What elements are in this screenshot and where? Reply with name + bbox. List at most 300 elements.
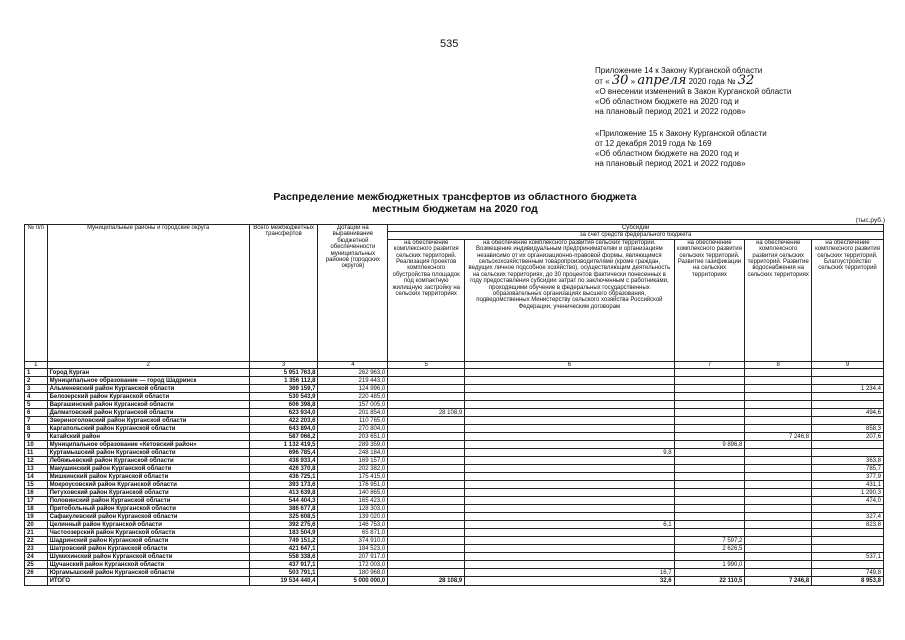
cell-name: Сафакулевский район Курганской области bbox=[47, 513, 249, 521]
cell-c5 bbox=[388, 561, 465, 569]
header-row-1 bbox=[25, 225, 884, 232]
cell-n: 21 bbox=[25, 529, 48, 537]
cell-name: Муниципальное образование — город Шадринск bbox=[47, 377, 249, 385]
cell-c8 bbox=[745, 569, 812, 577]
cell-c8 bbox=[745, 369, 812, 377]
cell-c4: 201 854,0 bbox=[318, 409, 388, 417]
table-row bbox=[25, 561, 884, 569]
cell-c4: 270 804,0 bbox=[318, 425, 388, 433]
cell-n: 22 bbox=[25, 537, 48, 545]
total-c7: 22 110,5 bbox=[674, 577, 745, 586]
cell-c9 bbox=[812, 393, 884, 401]
cell-c5 bbox=[388, 441, 465, 449]
cell-c9: 474,0 bbox=[812, 497, 884, 505]
cell-c8 bbox=[745, 417, 812, 425]
cell-c4: 128 303,0 bbox=[318, 505, 388, 513]
cell-name: Альменевский район Курганской области bbox=[47, 385, 249, 393]
column-number: 1 bbox=[25, 361, 48, 368]
table-row bbox=[25, 449, 884, 457]
cell-c5 bbox=[388, 369, 465, 377]
page-number: 535 bbox=[440, 38, 459, 50]
cell-name: Белозерский район Курганской области bbox=[47, 393, 249, 401]
cell-c4: 219 443,0 bbox=[318, 377, 388, 385]
table-row bbox=[25, 521, 884, 529]
appendix-15-line4: на плановый период 2021 и 2022 годов» bbox=[595, 159, 746, 168]
table-row bbox=[25, 481, 884, 489]
cell-c9: 785,7 bbox=[812, 465, 884, 473]
cell-c6 bbox=[465, 505, 674, 513]
total-c9: 8 953,8 bbox=[812, 577, 884, 586]
cell-c8: 7 246,8 bbox=[745, 433, 812, 441]
cell-c9 bbox=[812, 505, 884, 513]
appendix-14-line4: «Об областном бюджете на 2020 год и bbox=[595, 97, 739, 106]
table-row bbox=[25, 417, 884, 425]
cell-c5 bbox=[388, 393, 465, 401]
cell-c4: 374 910,0 bbox=[318, 537, 388, 545]
table-row bbox=[25, 433, 884, 441]
total-c5: 28 108,9 bbox=[388, 577, 465, 586]
appendix-14-line3: «О внесении изменений в Закон Курганской области bbox=[595, 87, 792, 96]
cell-c8 bbox=[745, 529, 812, 537]
total-label: ИТОГО bbox=[47, 577, 249, 586]
cell-total: 325 608,5 bbox=[249, 513, 318, 521]
cell-c6 bbox=[465, 553, 674, 561]
appendix-14-date-line: от « 30 » апреля 2020 года № 32 bbox=[595, 73, 755, 88]
cell-c5 bbox=[388, 473, 465, 481]
cell-c5 bbox=[388, 521, 465, 529]
cell-total: 413 639,8 bbox=[249, 489, 318, 497]
cell-c6 bbox=[465, 529, 674, 537]
header-col6: на обеспечение комплексного развития сельских территорий. Возмещение индивидуальным предпринимателям и организациям независимо от их организационно-правовой формы, являющимся сельскохозяйственным товаропроизводителями (кроме граждан, ведущих личное подсобное хозяйство), осуществляющим деятельность на сельских территориях, до 30 процентов фактически понесенных в году предоставления субсидии затрат по заключенным с работниками, проходящими обучение в федеральных государственных образовательных организациях высшего образования, подведомственных Министерству сельского хозяйства Российской Федерации, ученическим договорам bbox=[465, 239, 674, 361]
cell-c8 bbox=[745, 553, 812, 561]
cell-n: 16 bbox=[25, 489, 48, 497]
table-row bbox=[25, 537, 884, 545]
cell-total: 1 356 112,8 bbox=[249, 377, 318, 385]
cell-c4: 202 382,0 bbox=[318, 465, 388, 473]
cell-c6 bbox=[465, 457, 674, 465]
cell-c8 bbox=[745, 409, 812, 417]
cell-n: 23 bbox=[25, 545, 48, 553]
cell-n: 5 bbox=[25, 401, 48, 409]
cell-c9 bbox=[812, 545, 884, 553]
cell-name: Мокроусовский район Курганской области bbox=[47, 481, 249, 489]
table-row bbox=[25, 401, 884, 409]
cell-c6 bbox=[465, 513, 674, 521]
total-row bbox=[25, 577, 884, 586]
column-number: 5 bbox=[388, 361, 465, 368]
cell-c8 bbox=[745, 561, 812, 569]
cell-n: 19 bbox=[25, 513, 48, 521]
title-line2: местным бюджетам на 2020 год bbox=[372, 203, 538, 215]
cell-name: Целинный район Курганской области bbox=[47, 521, 249, 529]
cell-c6 bbox=[465, 377, 674, 385]
appendix-15-line2: от 12 декабря 2019 года № 169 bbox=[595, 139, 712, 148]
cell-c9 bbox=[812, 417, 884, 425]
cell-c6 bbox=[465, 393, 674, 401]
cell-total: 421 647,1 bbox=[249, 545, 318, 553]
table-row bbox=[25, 377, 884, 385]
cell-total: 422 203,6 bbox=[249, 417, 318, 425]
cell-c7 bbox=[674, 449, 745, 457]
column-number: 3 bbox=[249, 361, 318, 368]
cell-c4: 207 917,0 bbox=[318, 553, 388, 561]
cell-c7 bbox=[674, 385, 745, 393]
header-col9: на обеспечение комплексного развития сельских территорий. Благоустройство сельских территорий bbox=[812, 239, 884, 361]
cell-c6 bbox=[465, 481, 674, 489]
cell-c6 bbox=[465, 473, 674, 481]
cell-c8 bbox=[745, 473, 812, 481]
table-row bbox=[25, 409, 884, 417]
cell-c6 bbox=[465, 545, 674, 553]
cell-n: 20 bbox=[25, 521, 48, 529]
column-number: 9 bbox=[812, 361, 884, 368]
table-row bbox=[25, 545, 884, 553]
cell-n: 1 bbox=[25, 369, 48, 377]
cell-c8 bbox=[745, 497, 812, 505]
cell-c8 bbox=[745, 441, 812, 449]
cell-c5 bbox=[388, 377, 465, 385]
cell-c8 bbox=[745, 505, 812, 513]
cell-total: 426 370,8 bbox=[249, 465, 318, 473]
cell-c9 bbox=[812, 449, 884, 457]
cell-n: 11 bbox=[25, 449, 48, 457]
cell-c7 bbox=[674, 569, 745, 577]
total-c6: 32,6 bbox=[465, 577, 674, 586]
cell-total: 1 132 419,5 bbox=[249, 441, 318, 449]
cell-c9 bbox=[812, 537, 884, 545]
cell-c8 bbox=[745, 537, 812, 545]
cell-total: 183 504,9 bbox=[249, 529, 318, 537]
header-col5: на обеспечение комплексного развития сельских территорий. Реализация проектов комплексного обустройства площадок под компактную жилищную застройку на сельских территориях bbox=[388, 239, 465, 361]
cell-c4: 175 415,0 bbox=[318, 473, 388, 481]
cell-c8 bbox=[745, 481, 812, 489]
cell-total: 558 338,6 bbox=[249, 553, 318, 561]
cell-name: Далматовский район Курганской области bbox=[47, 409, 249, 417]
cell-c6 bbox=[465, 433, 674, 441]
cell-c7: 2 626,5 bbox=[674, 545, 745, 553]
header-equalization: Дотации на выравнивание бюджетной обеспеченности муниципальных районов (городских округов) bbox=[318, 225, 388, 362]
cell-c8 bbox=[745, 377, 812, 385]
cell-c9: 494,6 bbox=[812, 409, 884, 417]
column-numbers-row bbox=[25, 361, 884, 368]
table-row bbox=[25, 385, 884, 393]
cell-n: 13 bbox=[25, 465, 48, 473]
cell-c7 bbox=[674, 457, 745, 465]
cell-c9: 327,4 bbox=[812, 513, 884, 521]
header-col8: на обеспечение комплексного развития сельских территорий. Развитие водоснабжения на сельских территориях bbox=[745, 239, 812, 361]
table-row bbox=[25, 393, 884, 401]
cell-c5 bbox=[388, 481, 465, 489]
cell-c4: 262 963,0 bbox=[318, 369, 388, 377]
cell-name: Куртамышский район Курганской области bbox=[47, 449, 249, 457]
cell-c6 bbox=[465, 561, 674, 569]
cell-c5 bbox=[388, 425, 465, 433]
cell-name: Варгашинский район Курганской области bbox=[47, 401, 249, 409]
total-c4: 5 000 000,0 bbox=[318, 577, 388, 586]
cell-c4: 140 865,0 bbox=[318, 489, 388, 497]
cell-n: 14 bbox=[25, 473, 48, 481]
cell-c5 bbox=[388, 553, 465, 561]
cell-c7 bbox=[674, 401, 745, 409]
cell-n: 2 bbox=[25, 377, 48, 385]
cell-c5 bbox=[388, 529, 465, 537]
table-row bbox=[25, 489, 884, 497]
appendix-14-line5: на плановый период 2021 и 2022 годов» bbox=[595, 107, 746, 116]
cell-c8 bbox=[745, 393, 812, 401]
cell-c5 bbox=[388, 537, 465, 545]
header-name: Муниципальные районы и городские округа bbox=[47, 225, 249, 362]
cell-c8 bbox=[745, 457, 812, 465]
handwritten-law-number: 32 bbox=[737, 73, 755, 88]
cell-name: Шатровский район Курганской области bbox=[47, 545, 249, 553]
cell-c7 bbox=[674, 505, 745, 513]
handwritten-month: апреля bbox=[637, 73, 687, 88]
cell-n: 26 bbox=[25, 569, 48, 577]
cell-c5 bbox=[388, 385, 465, 393]
cell-total: 544 404,3 bbox=[249, 497, 318, 505]
handwritten-day: 30 bbox=[611, 73, 629, 88]
total-num-cell bbox=[25, 577, 48, 586]
cell-total: 369 159,7 bbox=[249, 385, 318, 393]
cell-c4: 176 951,0 bbox=[318, 481, 388, 489]
units-label: (тыс.руб.) bbox=[855, 217, 885, 224]
cell-c8 bbox=[745, 489, 812, 497]
cell-c5 bbox=[388, 513, 465, 521]
header-col7: на обеспечение комплексного развития сельских территорий. Развитие газификации на сельских территориях bbox=[674, 239, 745, 361]
cell-c4: 169 157,0 bbox=[318, 457, 388, 465]
cell-c7 bbox=[674, 417, 745, 425]
column-number: 4 bbox=[318, 361, 388, 368]
cell-c7 bbox=[674, 497, 745, 505]
table-row bbox=[25, 425, 884, 433]
cell-c5 bbox=[388, 545, 465, 553]
cell-name: Шумихинский район Курганской области bbox=[47, 553, 249, 561]
column-number: 7 bbox=[674, 361, 745, 368]
cell-c5 bbox=[388, 505, 465, 513]
table-row bbox=[25, 369, 884, 377]
cell-total: 5 951 763,8 bbox=[249, 369, 318, 377]
cell-c5 bbox=[388, 569, 465, 577]
cell-c9: 431,1 bbox=[812, 481, 884, 489]
cell-name: Половинский район Курганской области bbox=[47, 497, 249, 505]
cell-total: 386 677,8 bbox=[249, 505, 318, 513]
cell-total: 749 151,2 bbox=[249, 537, 318, 545]
cell-total: 606 398,8 bbox=[249, 401, 318, 409]
cell-n: 25 bbox=[25, 561, 48, 569]
cell-name: Юргамышский район Курганской области bbox=[47, 569, 249, 577]
cell-c6 bbox=[465, 401, 674, 409]
cell-n: 8 bbox=[25, 425, 48, 433]
cell-c4: 220 485,0 bbox=[318, 393, 388, 401]
cell-c7: 1 990,0 bbox=[674, 561, 745, 569]
cell-c5 bbox=[388, 449, 465, 457]
cell-c9 bbox=[812, 529, 884, 537]
table-row bbox=[25, 569, 884, 577]
cell-name: Город Курган bbox=[47, 369, 249, 377]
cell-name: Звериноголовский район Курганской области bbox=[47, 417, 249, 425]
cell-c7 bbox=[674, 473, 745, 481]
cell-total: 623 934,0 bbox=[249, 409, 318, 417]
cell-c6 bbox=[465, 409, 674, 417]
appendix-14-line1: Приложение 14 к Закону Курганской области bbox=[595, 66, 763, 75]
cell-n: 24 bbox=[25, 553, 48, 561]
cell-c6 bbox=[465, 425, 674, 433]
cell-name: Макушинский район Курганской области bbox=[47, 465, 249, 473]
cell-c6 bbox=[465, 465, 674, 473]
appendix-14-header bbox=[595, 66, 791, 117]
cell-c9: 377,9 bbox=[812, 473, 884, 481]
transfers-table bbox=[24, 224, 884, 586]
header-subsidies: Субсидии bbox=[388, 225, 884, 232]
cell-c8 bbox=[745, 425, 812, 433]
cell-c5 bbox=[388, 417, 465, 425]
cell-c5 bbox=[388, 457, 465, 465]
cell-name: Шадринский район Курганской области bbox=[47, 537, 249, 545]
cell-c8 bbox=[745, 545, 812, 553]
table-row bbox=[25, 473, 884, 481]
cell-c6 bbox=[465, 497, 674, 505]
table-row bbox=[25, 513, 884, 521]
cell-c4: 124 996,0 bbox=[318, 385, 388, 393]
cell-name: Частоозерский район Курганской области bbox=[47, 529, 249, 537]
cell-total: 438 933,4 bbox=[249, 457, 318, 465]
cell-total: 503 791,1 bbox=[249, 569, 318, 577]
table-body bbox=[25, 369, 884, 577]
cell-c6 bbox=[465, 417, 674, 425]
title-line1: Распределение межбюджетных трансфертов из областного бюджета bbox=[273, 191, 637, 203]
cell-c4: 184 523,0 bbox=[318, 545, 388, 553]
cell-n: 7 bbox=[25, 417, 48, 425]
appendix-15-line3: «Об областном бюджете на 2020 год и bbox=[595, 149, 739, 158]
appendix-15-header bbox=[595, 129, 767, 169]
cell-total: 643 894,0 bbox=[249, 425, 318, 433]
cell-c6 bbox=[465, 489, 674, 497]
cell-c6 bbox=[465, 369, 674, 377]
cell-c4: 289 359,0 bbox=[318, 441, 388, 449]
cell-total: 436 725,1 bbox=[249, 473, 318, 481]
table-row bbox=[25, 457, 884, 465]
cell-c4: 110 765,0 bbox=[318, 417, 388, 425]
cell-c8 bbox=[745, 465, 812, 473]
cell-c8 bbox=[745, 513, 812, 521]
cell-n: 15 bbox=[25, 481, 48, 489]
cell-c4: 248 184,0 bbox=[318, 449, 388, 457]
cell-c4: 203 651,0 bbox=[318, 433, 388, 441]
cell-n: 4 bbox=[25, 393, 48, 401]
cell-c4: 165 423,0 bbox=[318, 497, 388, 505]
cell-c7 bbox=[674, 529, 745, 537]
table-row bbox=[25, 465, 884, 473]
cell-c7: 9 896,8 bbox=[674, 441, 745, 449]
cell-c8 bbox=[745, 449, 812, 457]
cell-c4: 157 005,0 bbox=[318, 401, 388, 409]
header-federal-funds: за счет средств федерального бюджета bbox=[388, 232, 884, 239]
cell-c5 bbox=[388, 433, 465, 441]
cell-c4: 146 753,0 bbox=[318, 521, 388, 529]
cell-c9: 823,8 bbox=[812, 521, 884, 529]
table-row bbox=[25, 505, 884, 513]
cell-n: 3 bbox=[25, 385, 48, 393]
cell-name: Петуховский район Курганской области bbox=[47, 489, 249, 497]
cell-c7 bbox=[674, 465, 745, 473]
cell-c9: 1 234,4 bbox=[812, 385, 884, 393]
cell-c9: 537,1 bbox=[812, 553, 884, 561]
table-row bbox=[25, 553, 884, 561]
cell-c7: 7 597,2 bbox=[674, 537, 745, 545]
cell-c7 bbox=[674, 377, 745, 385]
header-total: Всего межбюджетных трансфертов bbox=[249, 225, 318, 362]
cell-total: 696 785,4 bbox=[249, 449, 318, 457]
document-title bbox=[255, 191, 655, 215]
column-number: 6 bbox=[465, 361, 674, 368]
cell-c7 bbox=[674, 553, 745, 561]
table-row bbox=[25, 441, 884, 449]
cell-name: Каргапольский район Курганской области bbox=[47, 425, 249, 433]
cell-c9: 749,8 bbox=[812, 569, 884, 577]
cell-c7 bbox=[674, 481, 745, 489]
table-row bbox=[25, 497, 884, 505]
cell-c9: 207,6 bbox=[812, 433, 884, 441]
cell-c9: 858,3 bbox=[812, 425, 884, 433]
cell-c9: 1 290,3 bbox=[812, 489, 884, 497]
cell-name: Катайский район bbox=[47, 433, 249, 441]
cell-c6: 16,7 bbox=[465, 569, 674, 577]
cell-c7 bbox=[674, 393, 745, 401]
cell-total: 530 543,9 bbox=[249, 393, 318, 401]
cell-c8 bbox=[745, 401, 812, 409]
cell-name: Притобольный район Курганской области bbox=[47, 505, 249, 513]
cell-c9 bbox=[812, 561, 884, 569]
cell-c4: 180 968,0 bbox=[318, 569, 388, 577]
cell-n: 12 bbox=[25, 457, 48, 465]
cell-c8 bbox=[745, 385, 812, 393]
cell-total: 437 917,1 bbox=[249, 561, 318, 569]
cell-c7 bbox=[674, 521, 745, 529]
total-total: 19 534 440,4 bbox=[249, 577, 318, 586]
cell-c8 bbox=[745, 521, 812, 529]
cell-c5 bbox=[388, 497, 465, 505]
column-number: 2 bbox=[47, 361, 249, 368]
header-num: № п/п bbox=[25, 225, 48, 362]
cell-c6: 9,8 bbox=[465, 449, 674, 457]
cell-c4: 172 003,0 bbox=[318, 561, 388, 569]
column-number: 8 bbox=[745, 361, 812, 368]
cell-n: 10 bbox=[25, 441, 48, 449]
cell-name: Муниципальное образование «Кетовский район» bbox=[47, 441, 249, 449]
cell-c5 bbox=[388, 465, 465, 473]
total-c8: 7 246,8 bbox=[745, 577, 812, 586]
cell-name: Лебяжьевский район Курганской области bbox=[47, 457, 249, 465]
cell-c6 bbox=[465, 537, 674, 545]
cell-c7 bbox=[674, 409, 745, 417]
cell-total: 392 275,6 bbox=[249, 521, 318, 529]
cell-c9 bbox=[812, 441, 884, 449]
appendix-15-line1: «Приложение 15 к Закону Курганской области bbox=[595, 129, 767, 138]
cell-c9: 363,8 bbox=[812, 457, 884, 465]
cell-n: 6 bbox=[25, 409, 48, 417]
cell-c5 bbox=[388, 401, 465, 409]
cell-c5 bbox=[388, 489, 465, 497]
cell-c9 bbox=[812, 401, 884, 409]
cell-c7 bbox=[674, 513, 745, 521]
cell-c5: 28 108,9 bbox=[388, 409, 465, 417]
cell-c7 bbox=[674, 425, 745, 433]
cell-c7 bbox=[674, 433, 745, 441]
cell-c6: 6,1 bbox=[465, 521, 674, 529]
cell-total: 393 173,6 bbox=[249, 481, 318, 489]
cell-c4: 65 871,0 bbox=[318, 529, 388, 537]
cell-n: 17 bbox=[25, 497, 48, 505]
